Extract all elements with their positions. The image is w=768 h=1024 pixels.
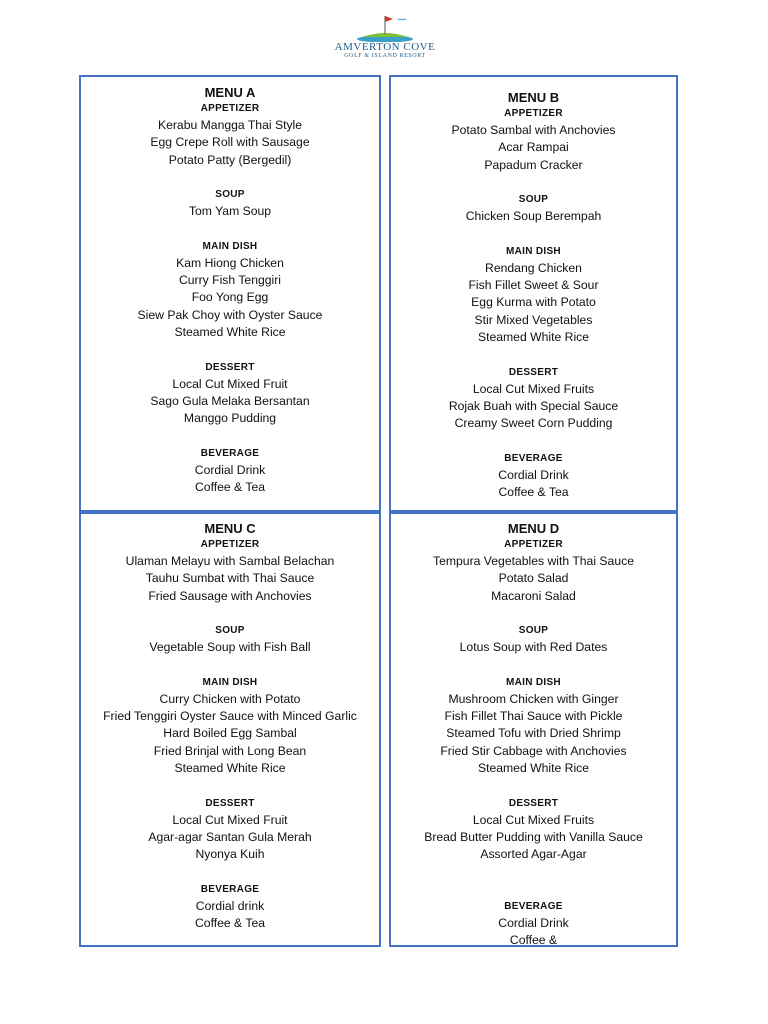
menu-item: Fried Stir Cabbage with Anchovies [440, 743, 627, 758]
dessert-heading: DESSERT [508, 366, 559, 378]
beverage-heading: BEVERAGE [504, 900, 563, 912]
menu-item: Fish Fillet Thai Sauce with Pickle [444, 709, 623, 724]
menu-item: Creamy Sweet Corn Pudding [454, 416, 613, 431]
dessert-heading: DESSERT [205, 797, 255, 809]
main-dish-heading: MAIN DISH [506, 245, 561, 257]
menu-item: Sago Gula Melaka Bersantan [150, 394, 310, 409]
beverage-heading: BEVERAGE [200, 447, 260, 459]
main-dish-heading: MAIN DISH [202, 240, 258, 252]
soup-heading: SOUP [215, 625, 245, 637]
menu-item: Ulaman Melayu with Sambal Belachan [125, 554, 335, 568]
menu-item: Local Cut Mixed Fruits [472, 812, 595, 827]
menu-item: Tom Yam Soup [188, 204, 272, 219]
menu-b-panel [389, 75, 678, 512]
menu-item: Macaroni Salad [491, 588, 576, 603]
menu-item: Mushroom Chicken with Ginger [448, 691, 619, 706]
menu-item: Tauhu Sumbat with Thai Sauce [145, 571, 315, 586]
menu-item: Steamed White Rice [477, 330, 590, 345]
menu-a-panel [79, 75, 381, 512]
menu-item: Acar Rampai [498, 140, 569, 155]
menu-item: Potato Salad [498, 571, 569, 586]
menu-item: Cordial Drink [498, 915, 569, 930]
menu-title: MENU C [204, 521, 256, 536]
appetizer-heading: APPETIZER [504, 539, 563, 550]
logo-brand: AMVERTON COVE [334, 41, 436, 53]
menu-title: MENU A [204, 85, 256, 100]
menu-item: Rendang Chicken [485, 260, 582, 275]
menu-item: Local Cut Mixed Fruit [172, 376, 288, 391]
menu-item: Foo Yong Egg [191, 290, 269, 305]
beverage-heading: BEVERAGE [200, 883, 260, 895]
dessert-heading: DESSERT [205, 361, 255, 373]
menu-item: Fried Tenggiri Oyster Sauce with Minced Garlic [103, 709, 357, 724]
menu-item: Curry Fish Tenggiri [178, 273, 282, 288]
menu-item: Steamed Tofu with Dried Shrimp [446, 726, 621, 741]
menu-title: MENU D [507, 521, 560, 536]
appetizer-heading: APPETIZER [504, 108, 563, 119]
appetizer-heading: APPETIZER [200, 103, 260, 114]
menu-item: Coffee & Tea [194, 916, 266, 931]
golf-flag-icon [330, 12, 440, 42]
menu-item: Stir Mixed Vegetables [474, 312, 593, 327]
dessert-heading: DESSERT [508, 797, 559, 809]
menu-item: Local Cut Mixed Fruit [172, 812, 288, 827]
menu-item: Potato Patty (Bergedil) [168, 152, 292, 167]
menu-item: Cordial drink [195, 898, 265, 913]
soup-heading: SOUP [518, 625, 549, 637]
menu-item: Rojak Buah with Special Sauce [448, 399, 619, 414]
menu-item: Manggo Pudding [183, 411, 277, 426]
menu-item: Lotus Soup with Red Dates [459, 640, 608, 655]
menu-item: Curry Chicken with Potato [159, 691, 301, 706]
logo-tagline: GOLF & ISLAND RESORT [344, 53, 426, 59]
menu-item: Assorted Agar-Agar [480, 847, 587, 862]
menu-item: Tempura Vegetables with Thai Sauce [433, 554, 634, 568]
menu-item: Fried Brinjal with Long Bean [153, 743, 307, 758]
menu-item: Coffee & Tea [194, 480, 266, 495]
menu-item: Egg Crepe Roll with Sausage [150, 135, 310, 150]
menu-item: Coffee & Tea [498, 485, 569, 500]
menu-item: Egg Kurma with Potato [471, 295, 596, 310]
appetizer-heading: APPETIZER [200, 539, 260, 550]
menu-item: Siew Pak Choy with Oyster Sauce [137, 307, 323, 322]
menu-item: Chicken Soup Berempah [465, 209, 602, 224]
menu-item: Local Cut Mixed Fruits [472, 381, 595, 396]
menu-item: Kam Hiong Chicken [176, 255, 284, 270]
main-dish-heading: MAIN DISH [506, 676, 561, 688]
menu-item: Papadum Cracker [484, 157, 583, 172]
menu-item: Vegetable Soup with Fish Ball [149, 640, 311, 655]
menu-title: MENU B [507, 90, 560, 105]
soup-heading: SOUP [215, 189, 245, 201]
menu-item: Cordial Drink [498, 467, 569, 482]
menu-item: Fried Sausage with Anchovies [148, 588, 312, 603]
menu-item: Steamed White Rice [477, 761, 590, 776]
menu-c-panel [79, 512, 381, 947]
menu-item: Bread Butter Pudding with Vanilla Sauce [424, 830, 643, 845]
main-dish-heading: MAIN DISH [202, 676, 258, 688]
menu-item: Fish Fillet Sweet & Sour [468, 278, 599, 293]
menu-item: Steamed White Rice [174, 325, 286, 340]
soup-heading: SOUP [518, 194, 549, 206]
menu-item: Steamed White Rice [174, 761, 286, 776]
menu-item: Agar-agar Santan Gula Merah [148, 830, 312, 845]
menu-d-panel [389, 512, 678, 947]
menu-item: Nyonya Kuih [195, 847, 265, 862]
menu-item: Potato Sambal with Anchovies [451, 123, 616, 137]
resort-logo [330, 12, 440, 64]
menu-item: Cordial Drink [194, 462, 266, 477]
beverage-heading: BEVERAGE [504, 452, 563, 464]
menu-item: Kerabu Mangga Thai Style [157, 118, 303, 132]
menu-item: Hard Boiled Egg Sambal [163, 726, 297, 741]
menu-item: Coffee & [509, 933, 558, 948]
